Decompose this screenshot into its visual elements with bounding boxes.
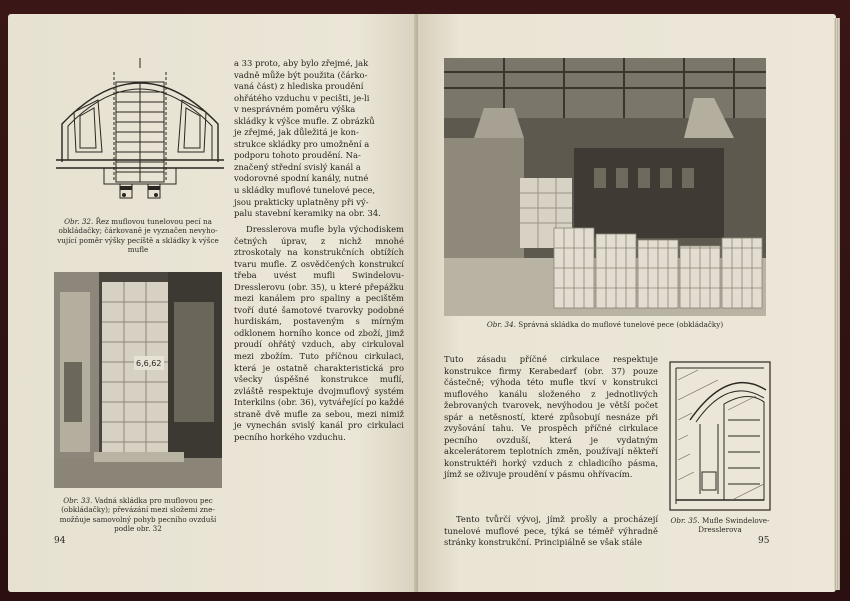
page-number-right: 95 <box>758 536 770 546</box>
text-line: je zřejmé, jak důležitá je kon- <box>234 127 359 138</box>
figure-35-kiln-drawing <box>668 360 772 512</box>
caption-line: podle obr. 32 <box>114 524 162 534</box>
paragraph: Tuto zásadu příčné cirkulace respektuje konstrukce firmy Kerabedarf (obr. 37) pouze částečně; výhoda této mufle tkví v konstrukci muflového kanálu složeného z jednotlivých žebrovaných tvarovek, nevýhodou je větší počet spár a netěsností, které způsobují nesnáze při zvyšování tahu. Ve prospěch příčné cirkulace pecního ovzduší, která je vydatným akcelerátorem teplotních změn, používají někteří konstruktéři horký vzduch z chladicího pásma, jímž se oživuje proudění v pásmu ohřívacím. <box>444 354 658 480</box>
caption-line: (obkládačky); převázání mezi složemi zne- <box>61 505 215 515</box>
caption-text: Správná skládka do muflové tunelové pece (obkládačky) <box>518 320 724 329</box>
caption-line: Řez muflovou tunelovou pecí na <box>95 217 212 226</box>
figure-33-photo-marking: 6,6,62 <box>136 359 162 368</box>
text-line: skládky k výšce mufle. Z obrázků <box>234 115 375 126</box>
text-line: a 33 proto, aby bylo zřejmé, jak <box>234 58 369 68</box>
figure-33-label: Obr. 33. <box>63 496 93 505</box>
text-line: značený střední svislý kanál a <box>234 161 361 172</box>
left-page-text <box>234 58 404 220</box>
caption-line: vující poměr výšky pecíště a skládky k výšce <box>57 235 219 245</box>
text-line: palu stavební keramiky na obr. 34. <box>234 208 381 219</box>
right-page-paragraph-2 <box>444 514 658 549</box>
figure-34-label: Obr. 34. <box>486 320 516 329</box>
page-edges <box>834 18 840 590</box>
right-page <box>418 14 836 592</box>
caption-line: Mufle Swindelove- <box>701 516 770 525</box>
text-line: vaná část) z hlediska proudění <box>234 81 364 92</box>
text-line: v nesprávném poměru výška <box>234 104 356 115</box>
figure-35-label: Obr. 35. <box>670 516 700 525</box>
figure-33-photo <box>54 272 222 488</box>
figure-32-label: Obr. 32. <box>64 217 94 226</box>
text-line: strukce skládky pro umožnění a <box>234 138 370 149</box>
caption-line: možňuje samovolný pohyb pecního ovzduší <box>59 514 217 524</box>
text-line: jsou prakticky uplatněny při vý- <box>234 196 369 207</box>
text-line: vodorovné spodní kanály, nutné <box>234 173 369 184</box>
text-line: ohřátého vzduchu v pecišti, je-li <box>234 92 370 103</box>
caption-line: mufle <box>127 245 149 255</box>
figure-34-caption <box>444 320 766 329</box>
page-number-left: 94 <box>54 536 66 546</box>
caption-line: Vadná skládka pro muflovou pec <box>94 496 213 505</box>
figure-34-photo <box>444 58 766 316</box>
right-page-paragraph-1 <box>444 354 658 481</box>
left-page-paragraph-2 <box>234 224 404 443</box>
text-line: vadně může být použita (čárko- <box>234 69 368 80</box>
figure-35-caption <box>664 516 776 535</box>
paragraph: Tento tvůrčí vývoj, jímž prošly a procházejí tunelové muflové pece, týká se téměř výhradně stránky konstrukční. Principiálně se však stále <box>444 514 658 548</box>
figure-32-kiln-cross-section <box>54 52 226 212</box>
figure-33-caption <box>48 496 228 534</box>
figure-32-caption <box>48 217 228 255</box>
left-page <box>8 14 418 592</box>
caption-line: obkládačky; čárkovaně je vyznačen nevyho- <box>58 226 218 236</box>
text-line: podporu tohoto proudění. Na- <box>234 150 361 161</box>
text-line: u skládky muflové tunelové pece, <box>234 185 376 196</box>
caption-line: Dresslerova <box>698 525 742 535</box>
paragraph: Dresslerova mufle byla východiskem četných úprav, z nichž mnohé ztroskotaly na konstrukčních obtížích tvaru mufle. Z osvědčených konstrukcí třeba uvést mufli Swindelovu-Dresslerovu (obr. 35), u které přepážku mezi kanálem pro spaliny a pecištěm tvoří duté šamotové tvarovky podobné hurdiskám, postaveným s mírným odklonem horního konce od zboží, jimž proudí ohřátý vzduch, aby cirkuloval mezi zbožím. Tuto příčnou cirkulaci, která je ostatně charakteristická pro všecky úspěšné konstrukce muflí, zvláště respektuje dvojmuflový systém Interkilns (obr. 36), vytvářející po každé straně dvě mufle za sebou, mezi nimiž je vynechán svislý kanál pro cirkulaci pecního horkého vzduchu. <box>234 224 404 442</box>
